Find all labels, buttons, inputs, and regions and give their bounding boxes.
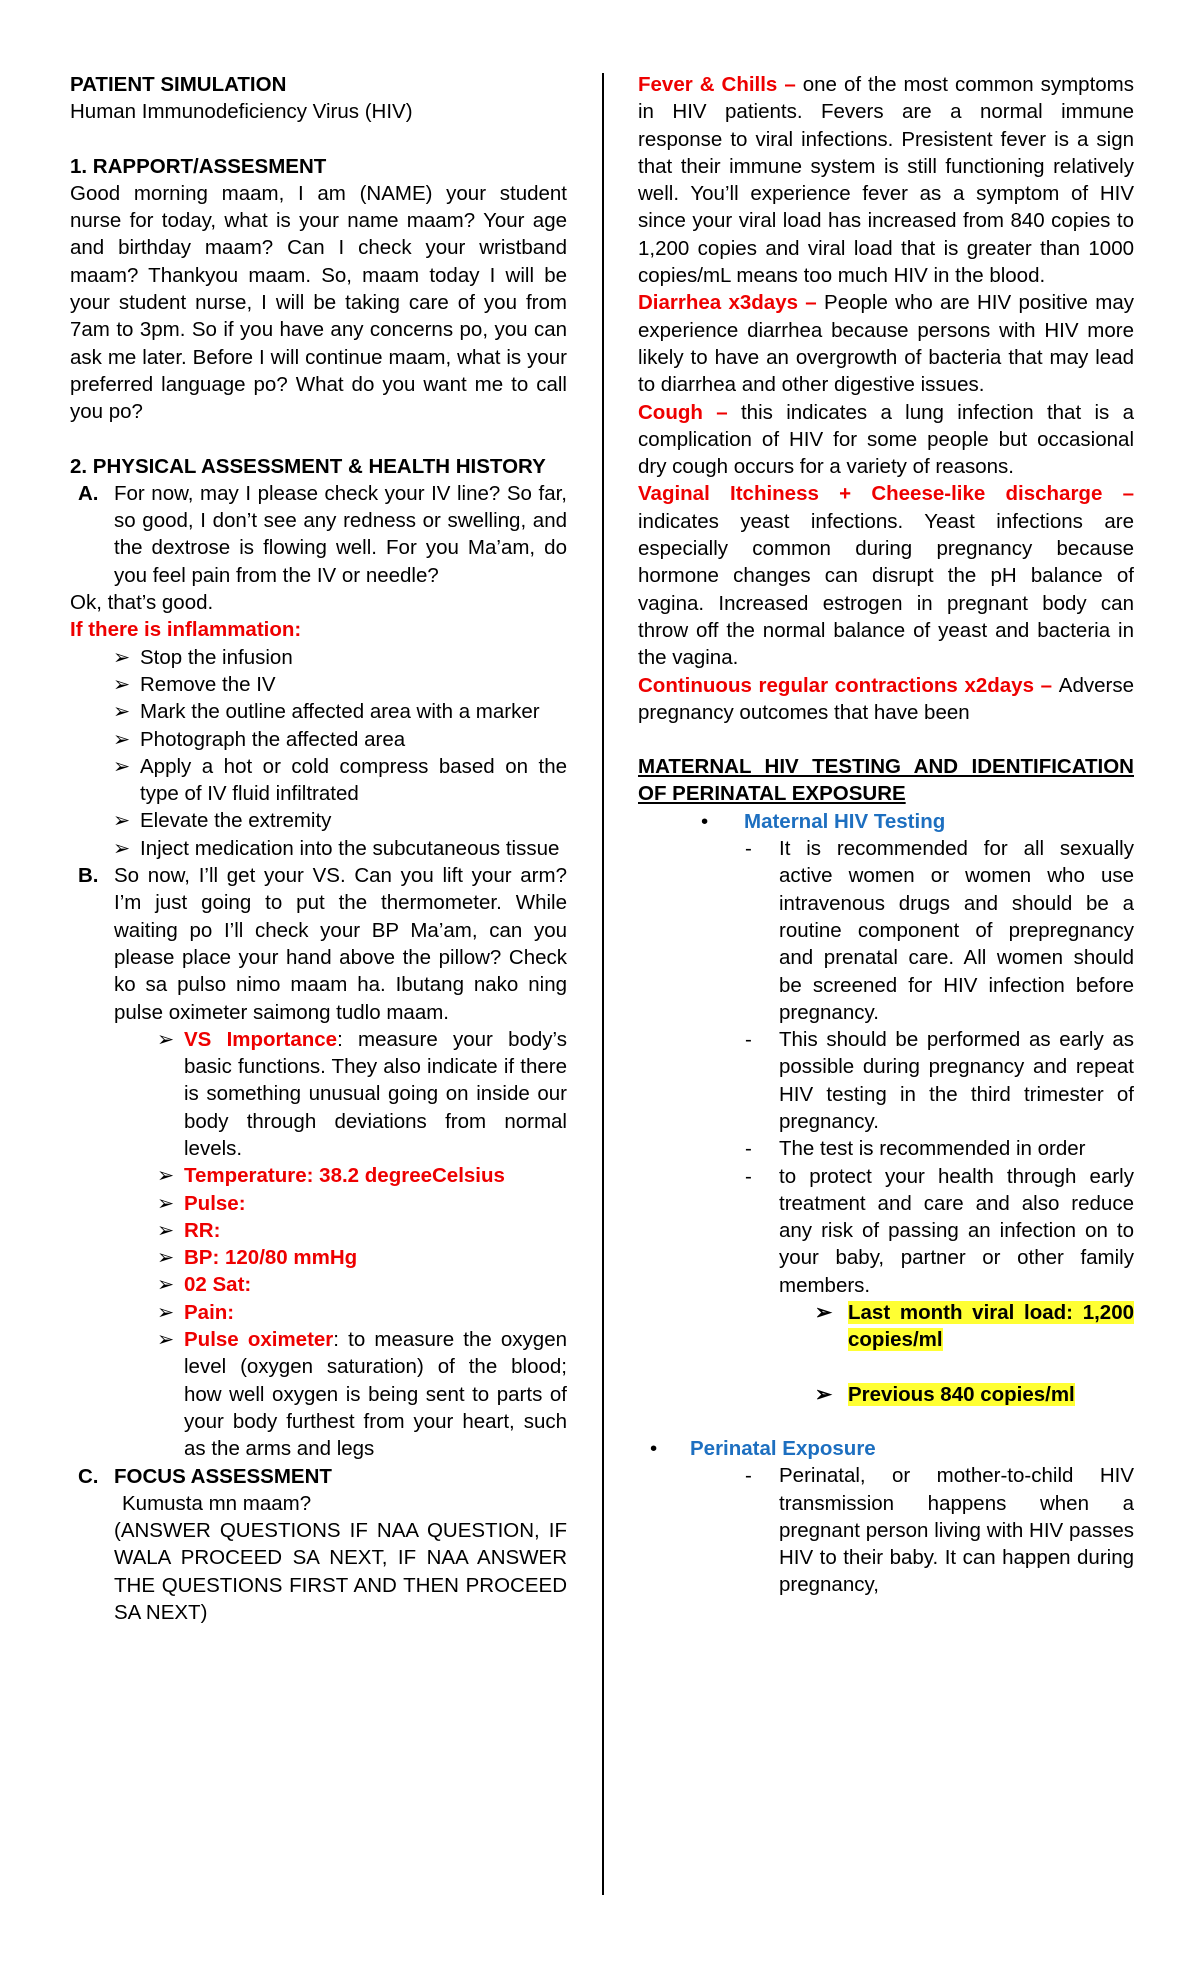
vs-importance-item: ➢ VS Importance: measure your body’s basic functions. They also indicate if there is something unusual going on inside our body through deviations from normal levels. xyxy=(157,1027,567,1160)
list-item: ➢ Stop the infusion xyxy=(140,644,567,671)
viral-load-last: ➢ Last month viral load: 1,200 copies/ml xyxy=(815,1301,1134,1352)
item-a-text: For now, may I please check your IV line? So far, so good, I don’t see any redness or swelling, and the dextrose is flowing well. For you Ma’am, do you feel pain from the IV or needle? xyxy=(114,481,567,587)
bullet-icon: • xyxy=(650,1436,658,1460)
pulse-oximeter-item: ➢ Pulse oximeter: to measure the oxygen level (oxygen saturation) of the blood; how well oxygen is being sent to parts of your body furthest from your heart, such as the arms and legs xyxy=(157,1328,568,1461)
vital-pulse: ➢ Pulse: xyxy=(184,1190,567,1217)
ok-text: Ok, that’s good. xyxy=(70,591,214,615)
list-item: - This should be performed as early as possible during pregnancy and repeat HIV testing in the third trimester of pregnancy. xyxy=(745,1028,1134,1133)
symptom-contractions: Continuous regular contractions x2days – Adverse pregnancy outcomes that have been xyxy=(638,673,1134,724)
item-c-letter: C. xyxy=(78,1464,99,1488)
item-b-letter: B. xyxy=(78,864,99,888)
item-a-letter: A. xyxy=(78,481,99,505)
symptom-cough: Cough – this indicates a lung infection that is a complication of HIV for some people but occasional dry cough occurs for a variety of reasons. xyxy=(638,400,1135,479)
focus-note: (ANSWER QUESTIONS IF NAA QUESTION, IF WALA PROCEED SA NEXT, IF NAA ANSWER THE QUESTIONS FIRST AND THEN PROCEED SA NEXT) xyxy=(114,1519,567,1625)
list-item: - The test is recommended in order xyxy=(779,1135,1134,1162)
arrow-bullet-icon: ➢ xyxy=(157,1328,175,1352)
symptom-diarrhea: Diarrhea x3days – People who are HIV positive may experience diarrhea because persons with HIV more likely to have an overgrowth of bacteria that may lead to diarrhea and other digestive issues. xyxy=(638,291,1134,397)
inflammation-list xyxy=(70,644,567,862)
dash-bullet-icon: - xyxy=(745,1464,752,1488)
dash-bullet-icon: - xyxy=(745,1028,752,1052)
dash-bullet-icon: - xyxy=(745,1164,752,1188)
left-column xyxy=(70,71,567,1626)
symptom-vaginal-itchiness: Vaginal Itchiness + Cheese-like discharge – indicates yeast infections. Yeast infections are especially common during pregnancy because hormone changes can disrupt the pH balance of vagina. Increased estrogen in pregnant body can throw off the normal balance of yeast and bacteria in the vagina. xyxy=(638,482,1134,670)
list-item: - Perinatal, or mother-to-child HIV transmission happens when a pregnant person living with HIV passes HIV to their baby. It can happen during pregnancy, xyxy=(745,1464,1134,1597)
list-item: - It is recommended for all sexually active women or women who use intravenous drugs and should be a routine component of prepregnancy and prenatal care. All women should be screened for HIV infection before pregnancy. xyxy=(745,837,1134,1024)
document-subtitle: Human Immunodeficiency Virus (HIV) xyxy=(70,100,413,124)
list-item: - to protect your health through early treatment and care and also reduce any risk of passing an infection on to your baby, partner or other family members. xyxy=(745,1164,1134,1297)
bullet-icon: • xyxy=(701,809,709,833)
arrow-bullet-icon: ➢ xyxy=(113,645,131,669)
arrow-bullet-icon: ➢ xyxy=(157,1027,175,1051)
vital-temperature: ➢ Temperature: 38.2 degreeCelsius xyxy=(184,1162,567,1189)
item-c xyxy=(70,1463,567,1490)
arrow-bullet-icon: ➢ xyxy=(113,836,131,860)
list-item: ➢ Photograph the affected area xyxy=(140,726,567,753)
right-column xyxy=(638,71,1134,1599)
vital-bp: ➢ BP: 120/80 mmHg xyxy=(184,1244,567,1271)
perinatal-exposure-subheading: • Perinatal Exposure xyxy=(638,1435,1134,1462)
arrow-bullet-icon: ➢ xyxy=(113,700,131,724)
maternal-testing-subheading: • Maternal HIV Testing xyxy=(638,808,1134,835)
vital-pain: ➢ Pain: xyxy=(184,1299,567,1326)
list-item: ➢ Mark the outline affected area with a marker xyxy=(140,698,567,725)
arrow-bullet-icon: ➢ xyxy=(157,1164,175,1188)
dash-bullet-icon: - xyxy=(745,837,752,861)
section-rapport-heading: 1. RAPPORT/ASSESMENT xyxy=(70,154,327,178)
vitals-list xyxy=(70,1026,567,1463)
arrow-bullet-icon: ➢ xyxy=(815,1301,833,1325)
arrow-bullet-icon: ➢ xyxy=(157,1218,175,1242)
item-b-text: So now, I’ll get your VS. Can you lift your arm? I’m just going to put the thermometer. While waiting po I’ll check your BP Ma’am, can you please place your hand above the pillow? Check ko sa pulso nimo maam ha. Ibutang nako ning pulse oximeter saimong tudlo maam. xyxy=(114,864,567,1024)
arrow-bullet-icon: ➢ xyxy=(113,754,131,778)
item-a xyxy=(70,480,567,589)
arrow-bullet-icon: ➢ xyxy=(157,1300,175,1324)
list-item: ➢ Remove the IV xyxy=(140,671,567,698)
arrow-bullet-icon: ➢ xyxy=(113,727,131,751)
dash-bullet-icon: - xyxy=(745,1137,752,1161)
arrow-bullet-icon: ➢ xyxy=(157,1191,175,1215)
item-b xyxy=(70,862,567,1026)
item-c-heading: FOCUS ASSESSMENT xyxy=(114,1464,332,1488)
list-item: ➢ Inject medication into the subcutaneous tissue xyxy=(140,835,567,862)
section-physical-heading: 2. PHYSICAL ASSESSMENT & HEALTH HISTORY xyxy=(70,454,546,478)
viral-load-previous: ➢ Previous 840 copies/ml xyxy=(848,1381,1134,1408)
focus-greeting: Kumusta mn maam? xyxy=(122,1491,312,1515)
arrow-bullet-icon: ➢ xyxy=(157,1246,175,1270)
section-rapport-body: Good morning maam, I am (NAME) your student nurse for today, what is your name maam? Your age and birthday maam? Can I check your wristband maam? Thankyou maam. So, maam today I will be your student nurse, I will be taking care of you from 7am to 3pm. So if you have any concerns po, you can ask me later. Before I will continue maam, what is your preferred language po? What do you want me to call you po? xyxy=(70,181,567,424)
column-divider xyxy=(602,73,604,1895)
symptom-fever: Fever & Chills – one of the most common symptoms in HIV patients. Fevers are a normal immune response to viral infections. Presistent fever is a sign that their immune system is still functioning relatively well. You’ll experience fever as a symptom of HIV since your viral load has increased from 840 copies to 1,200 copies and viral load that is greater than 1000 copies/mL means too much HIV in the blood. xyxy=(638,73,1134,288)
list-item: ➢ Apply a hot or cold compress based on the type of IV fluid infiltrated xyxy=(113,754,567,806)
maternal-testing-list xyxy=(638,835,1134,1299)
document-title: PATIENT SIMULATION xyxy=(70,73,287,96)
viral-load-list xyxy=(638,1299,1134,1408)
vital-o2-sat: ➢ 02 Sat: xyxy=(184,1271,567,1298)
arrow-bullet-icon: ➢ xyxy=(157,1273,175,1297)
maternal-testing-heading: MATERNAL HIV TESTING AND IDENTIFICATION OF PERINATAL EXPOSURE xyxy=(638,755,1134,806)
inflammation-heading: If there is inflammation: xyxy=(70,618,302,642)
vital-rr: ➢ RR: xyxy=(184,1217,567,1244)
focus-assessment-body xyxy=(70,1490,567,1626)
list-item: ➢ Elevate the extremity xyxy=(140,807,567,834)
arrow-bullet-icon: ➢ xyxy=(113,672,131,696)
arrow-bullet-icon: ➢ xyxy=(815,1382,833,1406)
arrow-bullet-icon: ➢ xyxy=(113,809,131,833)
perinatal-list xyxy=(638,1462,1134,1598)
